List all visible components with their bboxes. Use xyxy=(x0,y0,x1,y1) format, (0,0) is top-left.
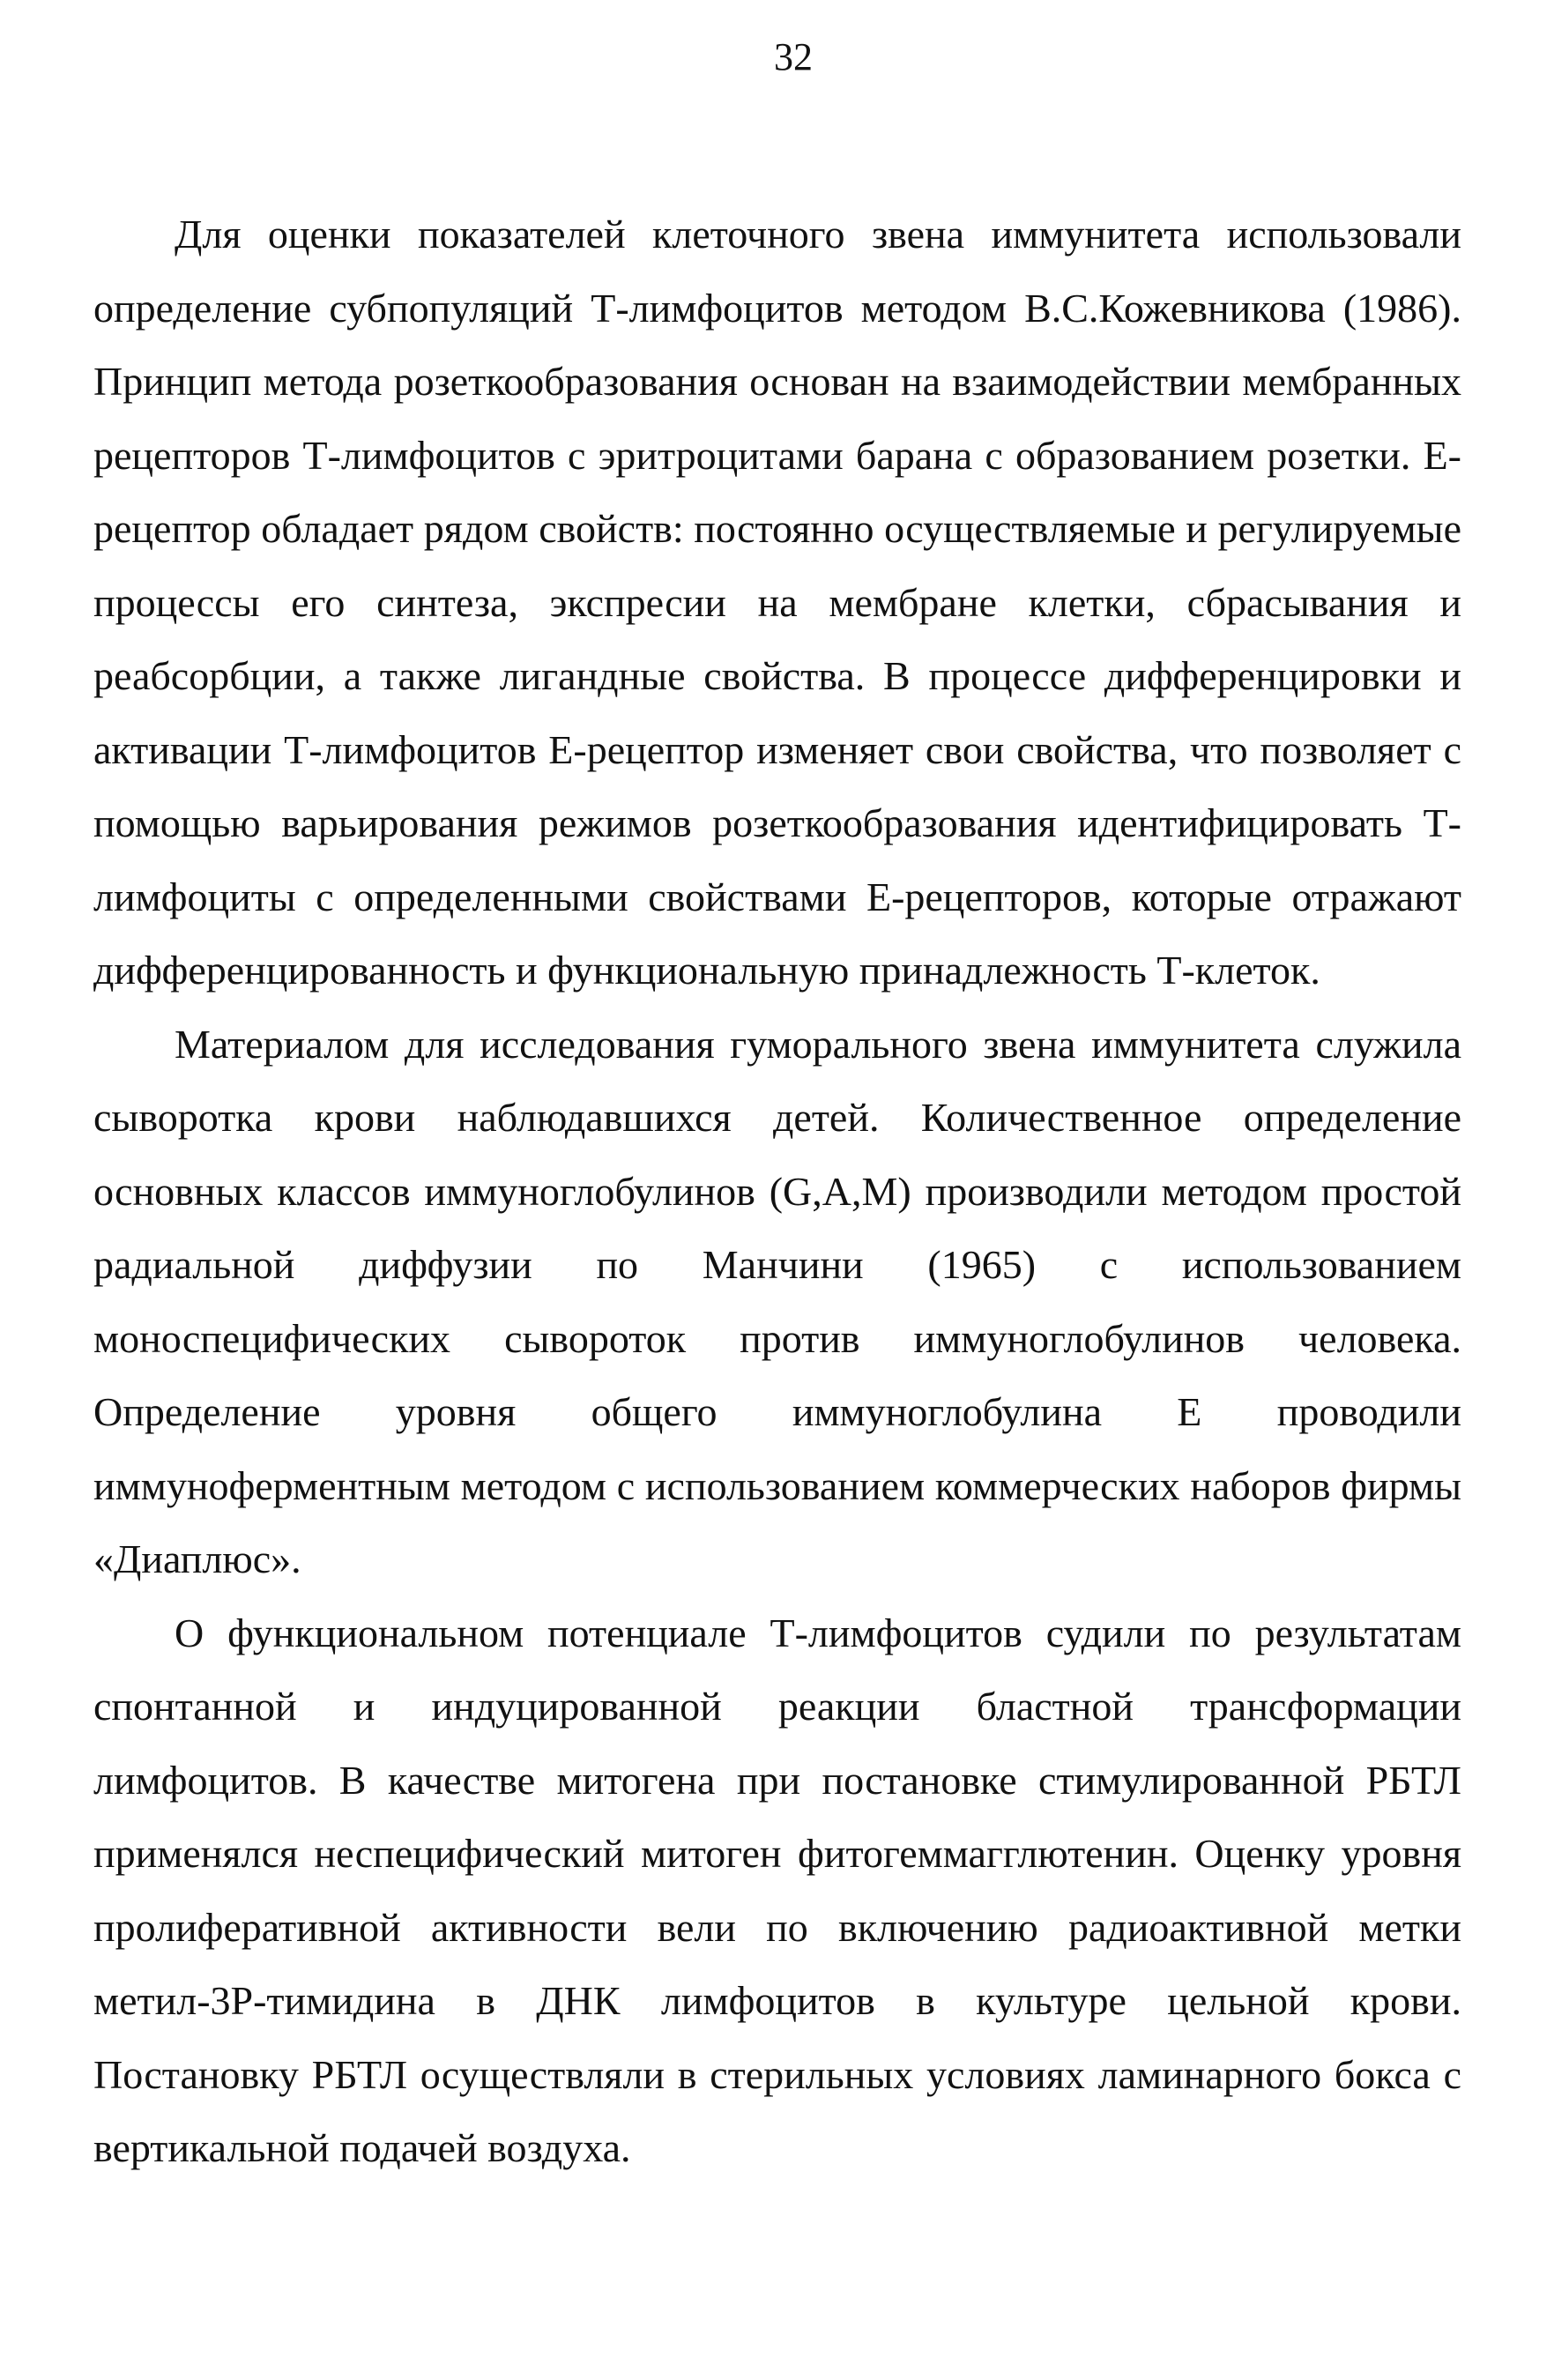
page-number: 32 xyxy=(774,35,813,78)
paragraph-cellular-immunity: Для оценки показателей клеточного звена иммунитета использовали определение субпопуляций Т-лимфоцитов методом В.С.Кожевникова (1986). Принцип метода розеткообразования основан на взаимодействии мембранных рецепторов Т-лимфоцитов с эритроцитами барана с образованием розетки. Е-рецептор обладает рядом свойств: постоянно осуществляемые и регулируемые процессы его синтеза, экспресии на мембране клетки, сбрасывания и реабсорбции, а также лигандные свойства. В процессе дифференцировки и активации Т-лимфоцитов Е-рецептор изменяет свои свойства, что позволяет с помощью варьирования режимов розеткообразования идентифицировать Т-лимфоциты с определенными свойствами Е-рецепторов, которые отражают дифференцированность и функциональную принадлежность Т-клеток. xyxy=(93,212,1461,993)
text-body xyxy=(93,197,1461,2185)
paragraph-lymphocyte-potential: О функциональном потенциале Т-лимфоцитов судили по результатам спонтанной и индуцированной реакции бластной трансформации лимфоцитов. В качестве митогена при постановке стимулированной РБТЛ применялся неспецифический митоген фитогеммагглютенин. Оценку уровня пролиферативной активности вели по включению радиоактивной метки метил-3Р-тимидина в ДНК лимфоцитов в культуре цельной крови. Постановку РБТЛ осуществляли в стерильных условиях ламинарного бокса с вертикальной подачей воздуха. xyxy=(93,1610,1461,2170)
paragraph-humoral-immunity: Материалом для исследования гуморального звена иммунитета служила сыворотка крови наблюдавшихся детей. Количественное определение основных классов иммуноглобулинов (G,A,M) производили методом простой радиальной диффузии по Манчини (1965) с использованием моноспецифических сывороток против иммуноглобулинов человека. Определение уровня общего иммуноглобулина Е проводили иммуноферментным методом с использованием коммерческих наборов фирмы «Диаплюс». xyxy=(93,1021,1461,1581)
